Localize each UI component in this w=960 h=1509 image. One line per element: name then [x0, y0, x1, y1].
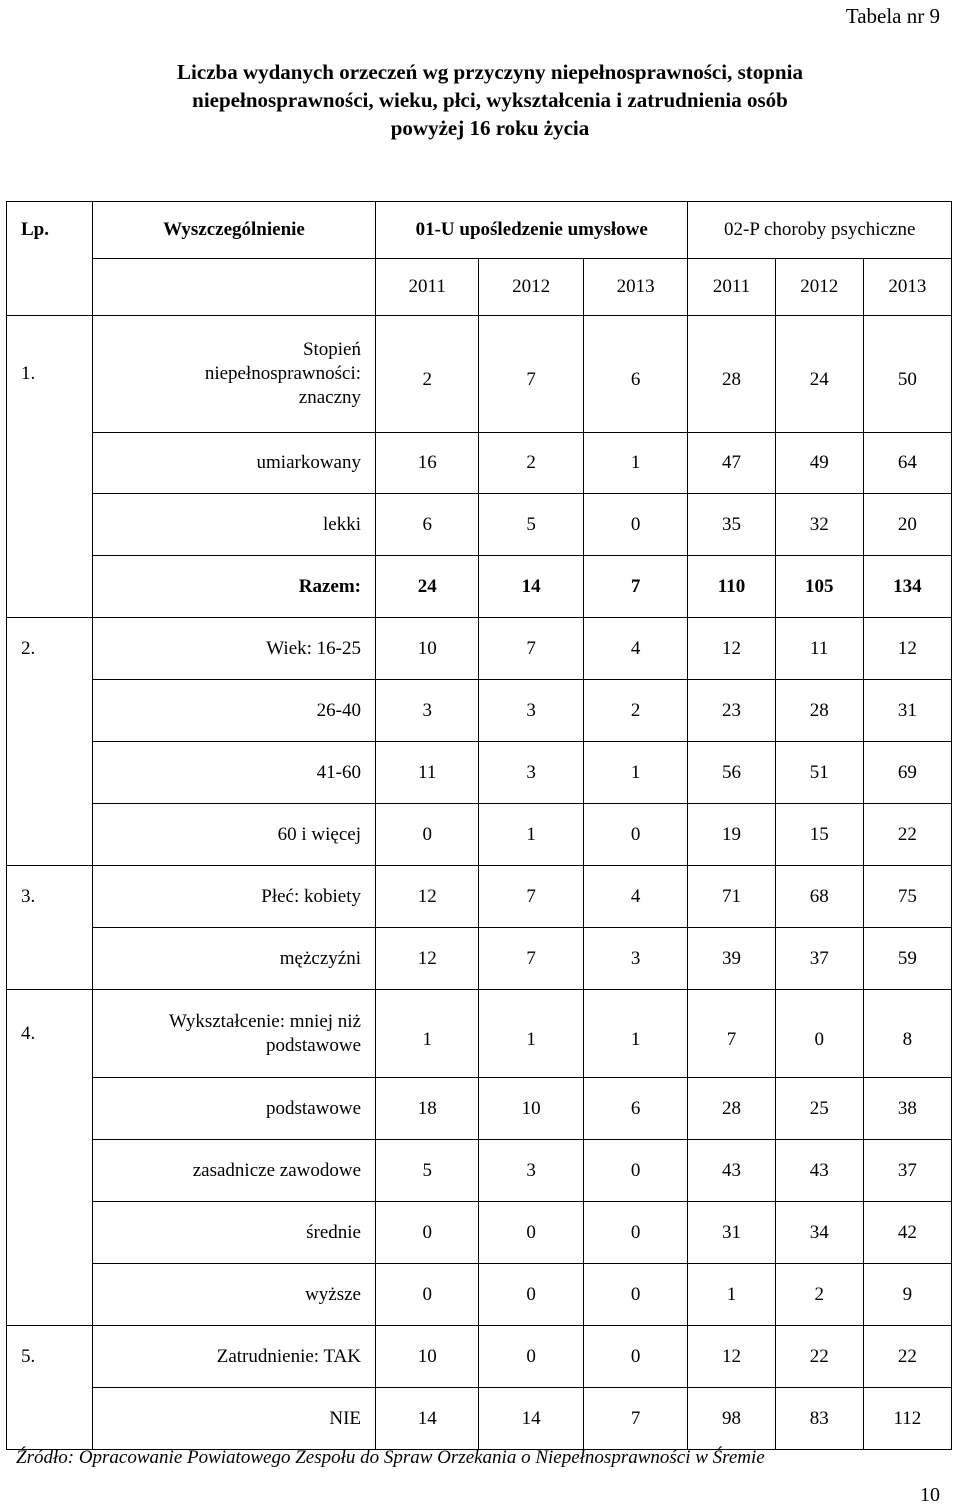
value-cell: 5	[479, 494, 584, 556]
value-cell: 12	[376, 866, 479, 928]
value-cell: 110	[688, 556, 775, 618]
value-cell: 0	[583, 804, 688, 866]
value-cell: 0	[479, 1264, 584, 1326]
table-row	[7, 866, 952, 928]
value-cell: 35	[688, 494, 775, 556]
value-cell: 75	[863, 866, 951, 928]
value-cell: 0	[583, 1140, 688, 1202]
source-note: Źródło: Opracowanie Powiatowego Zespołu do Spraw Orzekania o Niepełnosprawności w Śremie	[16, 1447, 765, 1468]
row-label-line: Wiek: 16-25	[266, 637, 361, 659]
value-cell: 1	[688, 1264, 775, 1326]
value-cell: 2	[376, 316, 479, 433]
value-cell: 7	[688, 990, 775, 1078]
value-cell: 1	[479, 990, 584, 1078]
value-cell: 51	[775, 742, 863, 804]
row-lp	[7, 1202, 93, 1264]
value-cell: 12	[688, 618, 775, 680]
value-cell: 0	[376, 804, 479, 866]
row-label	[93, 1202, 376, 1264]
value-cell: 7	[583, 556, 688, 618]
value-cell: 22	[863, 1326, 951, 1388]
row-lp	[7, 1078, 93, 1140]
value-cell: 16	[376, 433, 479, 494]
value-cell: 0	[583, 1326, 688, 1388]
row-label-line: Stopień	[302, 339, 361, 360]
row-lp: 4.	[7, 990, 93, 1078]
row-label-line: znaczny	[298, 387, 361, 408]
row-label	[93, 866, 376, 928]
value-cell: 32	[775, 494, 863, 556]
value-cell: 3	[583, 928, 688, 990]
value-cell: 83	[775, 1388, 863, 1450]
row-label	[93, 680, 376, 742]
value-cell: 69	[863, 742, 951, 804]
row-label	[93, 804, 376, 866]
value-cell: 7	[479, 618, 584, 680]
row-label-line: Wykształcenie: mniej niż	[169, 1010, 361, 1032]
value-cell: 7	[479, 866, 584, 928]
value-cell: 71	[688, 866, 775, 928]
row-label-line: mężczyźni	[279, 947, 361, 969]
value-cell: 1	[583, 433, 688, 494]
value-cell: 39	[688, 928, 775, 990]
value-cell: 68	[775, 866, 863, 928]
table-row	[7, 618, 952, 680]
row-label-line: podstawowe	[266, 1034, 361, 1056]
row-label	[93, 494, 376, 556]
value-cell: 4	[583, 618, 688, 680]
row-label	[93, 1264, 376, 1326]
header-lp: Lp.	[7, 202, 93, 259]
value-cell: 20	[863, 494, 951, 556]
row-label-line: umiarkowany	[256, 452, 361, 473]
value-cell: 0	[376, 1202, 479, 1264]
row-label-line: średnie	[306, 1221, 361, 1243]
value-cell: 50	[863, 316, 951, 433]
value-cell: 2	[775, 1264, 863, 1326]
header-lp-empty	[7, 259, 93, 316]
row-lp	[7, 1388, 93, 1450]
value-cell: 18	[376, 1078, 479, 1140]
table-row	[7, 1140, 952, 1202]
value-cell: 34	[775, 1202, 863, 1264]
value-cell: 7	[583, 1388, 688, 1450]
value-cell: 15	[775, 804, 863, 866]
value-cell: 11	[775, 618, 863, 680]
table-years-row	[7, 259, 952, 316]
value-cell: 22	[775, 1326, 863, 1388]
value-cell: 1	[583, 990, 688, 1078]
row-label	[93, 1078, 376, 1140]
table-row	[7, 556, 952, 618]
row-label-line: niepełnosprawności:	[204, 363, 361, 384]
year-header: 2011	[688, 259, 775, 316]
value-cell: 3	[479, 680, 584, 742]
row-lp: 3.	[7, 866, 93, 928]
value-cell: 6	[376, 494, 479, 556]
table-row	[7, 494, 952, 556]
page-number: 10	[920, 1484, 940, 1506]
value-cell: 12	[688, 1326, 775, 1388]
row-label	[93, 316, 376, 433]
row-lp	[7, 742, 93, 804]
value-cell: 11	[376, 742, 479, 804]
header-desc-empty	[93, 259, 376, 316]
value-cell: 43	[688, 1140, 775, 1202]
value-cell: 1	[479, 804, 584, 866]
table-row	[7, 1202, 952, 1264]
table-row	[7, 1264, 952, 1326]
value-cell: 3	[479, 1140, 584, 1202]
row-label-line: Zatrudnienie: TAK	[216, 1345, 361, 1367]
value-cell: 31	[688, 1202, 775, 1264]
value-cell: 7	[479, 928, 584, 990]
row-label	[93, 1326, 376, 1388]
value-cell: 59	[863, 928, 951, 990]
value-cell: 8	[863, 990, 951, 1078]
value-cell: 0	[376, 1264, 479, 1326]
value-cell: 28	[688, 316, 775, 433]
table-label: Tabela nr 9	[845, 4, 940, 28]
value-cell: 24	[775, 316, 863, 433]
value-cell: 25	[775, 1078, 863, 1140]
year-header: 2012	[775, 259, 863, 316]
table-row	[7, 316, 952, 433]
value-cell: 5	[376, 1140, 479, 1202]
row-label-line: Płeć: kobiety	[261, 885, 361, 907]
value-cell: 10	[376, 1326, 479, 1388]
row-lp	[7, 433, 93, 494]
value-cell: 112	[863, 1388, 951, 1450]
value-cell: 64	[863, 433, 951, 494]
value-cell: 4	[583, 866, 688, 928]
row-label	[93, 556, 376, 618]
value-cell: 134	[863, 556, 951, 618]
row-lp	[7, 494, 93, 556]
table-row	[7, 990, 952, 1078]
row-label-line: NIE	[329, 1407, 361, 1429]
row-label	[93, 433, 376, 494]
value-cell: 0	[775, 990, 863, 1078]
row-label-line: 60 i więcej	[277, 823, 361, 845]
value-cell: 14	[479, 1388, 584, 1450]
value-cell: 37	[863, 1140, 951, 1202]
value-cell: 43	[775, 1140, 863, 1202]
table-header-row	[7, 202, 952, 259]
row-lp	[7, 1264, 93, 1326]
table-row	[7, 928, 952, 990]
value-cell: 49	[775, 433, 863, 494]
row-label-line: wyższe	[305, 1283, 361, 1305]
table-row	[7, 804, 952, 866]
value-cell: 0	[479, 1326, 584, 1388]
row-label	[93, 928, 376, 990]
statistics-table	[6, 201, 952, 1450]
table-row	[7, 742, 952, 804]
table-row	[7, 680, 952, 742]
row-label	[93, 1140, 376, 1202]
value-cell: 3	[479, 742, 584, 804]
row-label-line: 26-40	[316, 699, 361, 721]
year-header: 2013	[863, 259, 951, 316]
year-header: 2013	[583, 259, 688, 316]
row-lp: 1.	[7, 316, 93, 433]
value-cell: 98	[688, 1388, 775, 1450]
value-cell: 12	[863, 618, 951, 680]
row-lp	[7, 804, 93, 866]
value-cell: 31	[863, 680, 951, 742]
value-cell: 1	[583, 742, 688, 804]
value-cell: 10	[479, 1078, 584, 1140]
value-cell: 19	[688, 804, 775, 866]
value-cell: 0	[583, 494, 688, 556]
row-label	[93, 1388, 376, 1450]
value-cell: 0	[479, 1202, 584, 1264]
value-cell: 42	[863, 1202, 951, 1264]
year-header: 2012	[479, 259, 584, 316]
page-title	[60, 58, 920, 142]
row-lp: 2.	[7, 618, 93, 680]
table-row	[7, 433, 952, 494]
row-label	[93, 742, 376, 804]
value-cell: 2	[479, 433, 584, 494]
value-cell: 1	[376, 990, 479, 1078]
value-cell: 28	[688, 1078, 775, 1140]
value-cell: 3	[376, 680, 479, 742]
row-label	[93, 618, 376, 680]
row-label	[93, 990, 376, 1078]
value-cell: 2	[583, 680, 688, 742]
value-cell: 6	[583, 1078, 688, 1140]
value-cell: 56	[688, 742, 775, 804]
value-cell: 10	[376, 618, 479, 680]
value-cell: 47	[688, 433, 775, 494]
row-label-line: podstawowe	[266, 1097, 361, 1119]
value-cell: 0	[583, 1202, 688, 1264]
value-cell: 12	[376, 928, 479, 990]
value-cell: 22	[863, 804, 951, 866]
year-header: 2011	[376, 259, 479, 316]
value-cell: 37	[775, 928, 863, 990]
title-line: Liczba wydanych orzeczeń wg przyczyny niepełnosprawności, stopnia	[177, 60, 803, 84]
value-cell: 28	[775, 680, 863, 742]
title-line: powyżej 16 roku życia	[390, 116, 590, 140]
value-cell: 23	[688, 680, 775, 742]
value-cell: 6	[583, 316, 688, 433]
value-cell: 105	[775, 556, 863, 618]
row-lp: 5.	[7, 1326, 93, 1388]
row-label-line: zasadnicze zawodowe	[192, 1159, 361, 1181]
row-lp	[7, 928, 93, 990]
table-row	[7, 1326, 952, 1388]
header-group-01u: 01-U upośledzenie umysłowe	[376, 202, 688, 259]
header-description: Wyszczególnienie	[93, 202, 376, 259]
value-cell: 38	[863, 1078, 951, 1140]
table-row	[7, 1388, 952, 1450]
row-lp	[7, 1140, 93, 1202]
value-cell: 24	[376, 556, 479, 618]
table-row	[7, 1078, 952, 1140]
row-lp	[7, 556, 93, 618]
value-cell: 14	[376, 1388, 479, 1450]
header-group-02p: 02-P choroby psychiczne	[688, 202, 952, 259]
value-cell: 0	[583, 1264, 688, 1326]
row-label-line: Razem:	[298, 575, 361, 597]
title-line: niepełnosprawności, wieku, płci, wykształcenia i zatrudnienia osób	[192, 88, 788, 112]
row-label-line: lekki	[323, 513, 361, 535]
value-cell: 7	[479, 316, 584, 433]
row-label-line: 41-60	[316, 761, 361, 783]
value-cell: 14	[479, 556, 584, 618]
row-lp	[7, 680, 93, 742]
value-cell: 9	[863, 1264, 951, 1326]
